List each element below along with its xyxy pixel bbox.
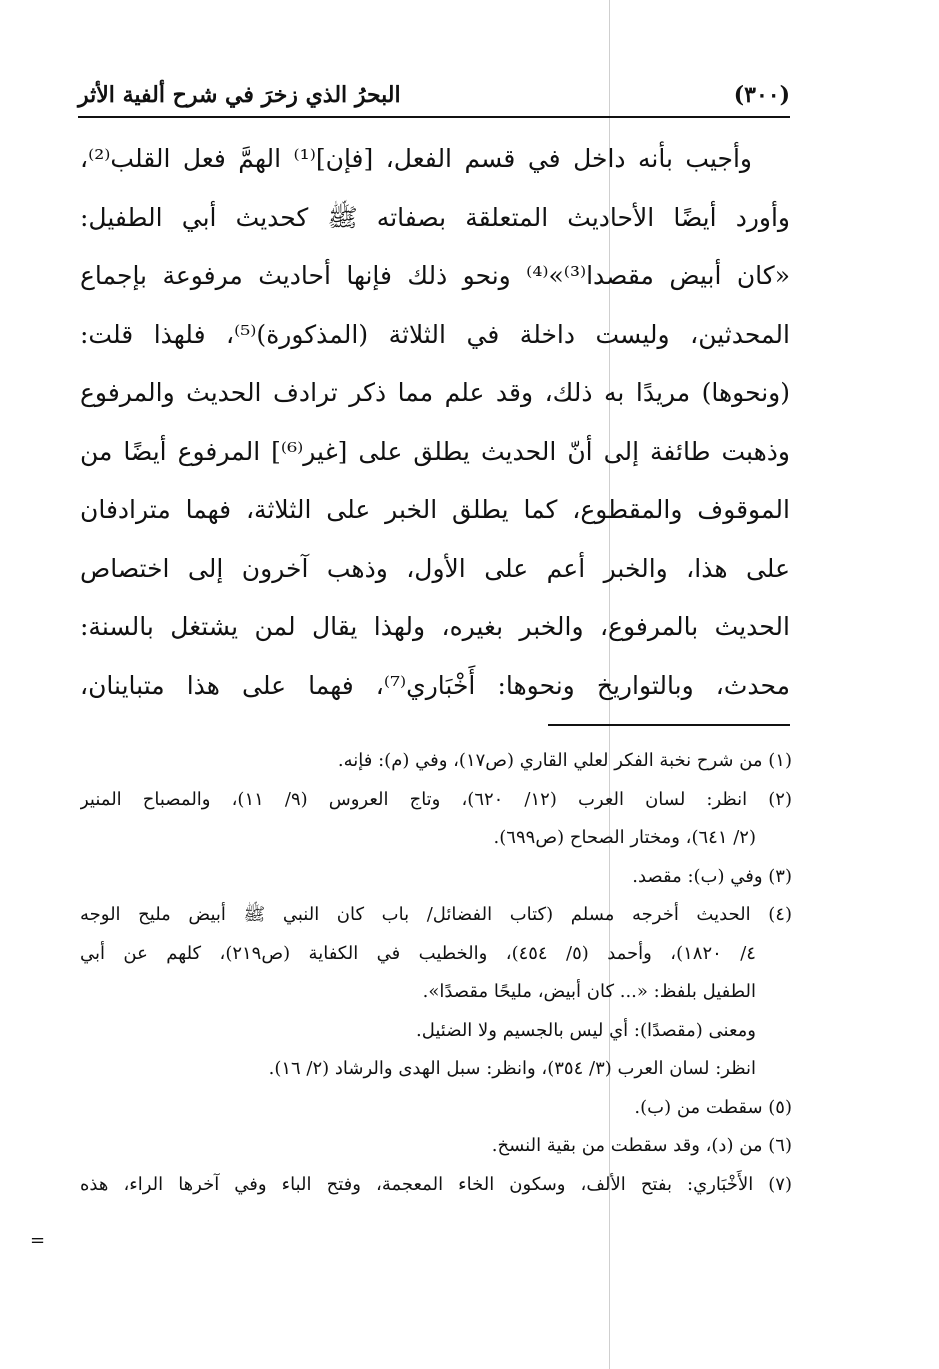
body-line: الموقوف والمقطوع، كما يطلق الخبر على الثلاثة، فهما مترادفان	[80, 495, 790, 524]
footnote-6: (٦) من (د)، وقد سقطت من بقية النسخ.	[491, 1135, 792, 1156]
body-line: وذهبت طائفة إلى أنّ الحديث يطلق على [غير⁽⁶⁾] المرفوع أيضًا من	[80, 436, 790, 466]
body-line: (ونحوها) مريدًا به ذلك، وقد علم مما ذكر ترادف الحديث والمرفوع	[80, 378, 790, 407]
body-line: وأورد أيضًا الأحاديث المتعلقة بصفاته ﷺ كحديث أبي الطفيل:	[80, 202, 790, 232]
main-text	[80, 130, 790, 715]
book-title: البحرُ الذي زخرَ في شرح ألفية الأثر	[78, 82, 401, 108]
body-line: الحديث بالمرفوع، والخبر بغيره، ولهذا يقال لمن يشتغل بالسنة:	[80, 612, 790, 641]
footnote-3: (٣) وفي (ب): مقصد.	[632, 865, 792, 887]
footnote-separator	[548, 724, 790, 726]
footnote-4-continuation: الطفيل بلفظ: «... كان أبيض، مليحًا مقصدًا».	[422, 981, 756, 1002]
footnote-4-continuation: ٤/ ١٨٢٠)، وأحمد (٥/ ٤٥٤)، والخطيب في الكفاية (ص٢١٩)، كلهم عن أبي	[80, 942, 756, 964]
footnote-7: (٧) الأَخْبَاري: بفتح الألف، وسكون الخاء المعجمة، وفتح الباء وفي آخرها الراء، هذه	[80, 1173, 792, 1195]
footnotes	[80, 742, 792, 1204]
body-line: على هذا، والخبر أعم على الأول، وذهب آخرون إلى اختصاص	[80, 553, 790, 583]
footnote-5: (٥) سقطت من (ب).	[634, 1096, 792, 1118]
body-line: محدث، وبالتواريخ ونحوها: أَخْبَاري⁽⁷⁾، فهما على هذا متباينان،	[80, 670, 790, 700]
footnote-4-note: ومعنى (مقصدًا): أي ليس بالجسيم ولا الضئيل.	[416, 1019, 756, 1041]
footnote-4-reference: انظر: لسان العرب (٣/ ٣٥٤)، وانظر: سبل الهدى والرشاد (٢/ ١٦).	[268, 1058, 756, 1079]
page-number: (٣٠٠)	[733, 82, 790, 108]
continuation-mark: =	[30, 1230, 46, 1251]
body-line: «كان أبيض مقصدا⁽³⁾»⁽⁴⁾ ونحو ذلك فإنها أحاديث مرفوعة بإجماع	[80, 261, 790, 290]
body-line: وأجيب بأنه داخل في قسم الفعل، [فإن]⁽¹⁾ الهمَّ فعل القلب⁽²⁾،	[80, 144, 752, 173]
header-rule	[78, 116, 790, 118]
running-header	[78, 78, 790, 112]
footnote-4: (٤) الحديث أخرجه مسلم (كتاب الفضائل/ باب كان النبي ﷺ أبيض مليح الوجه	[80, 904, 792, 925]
footnote-2: (٢) انظر: لسان العرب (١٢/ ٦٢٠)، وتاج العروس (٩/ ١١)، والمصباح المنير	[80, 788, 792, 810]
body-line: المحدثين، وليست داخلة في الثلاثة (المذكورة)⁽⁵⁾، فلهذا قلت:	[80, 319, 790, 349]
footnote-2-continuation: (٢/ ٦٤١)، ومختار الصحاح (ص٦٩٩).	[493, 827, 756, 848]
footnote-1: (١) من شرح نخبة الفكر لعلي القاري (ص١٧)، وفي (م): فإنه.	[337, 750, 792, 771]
